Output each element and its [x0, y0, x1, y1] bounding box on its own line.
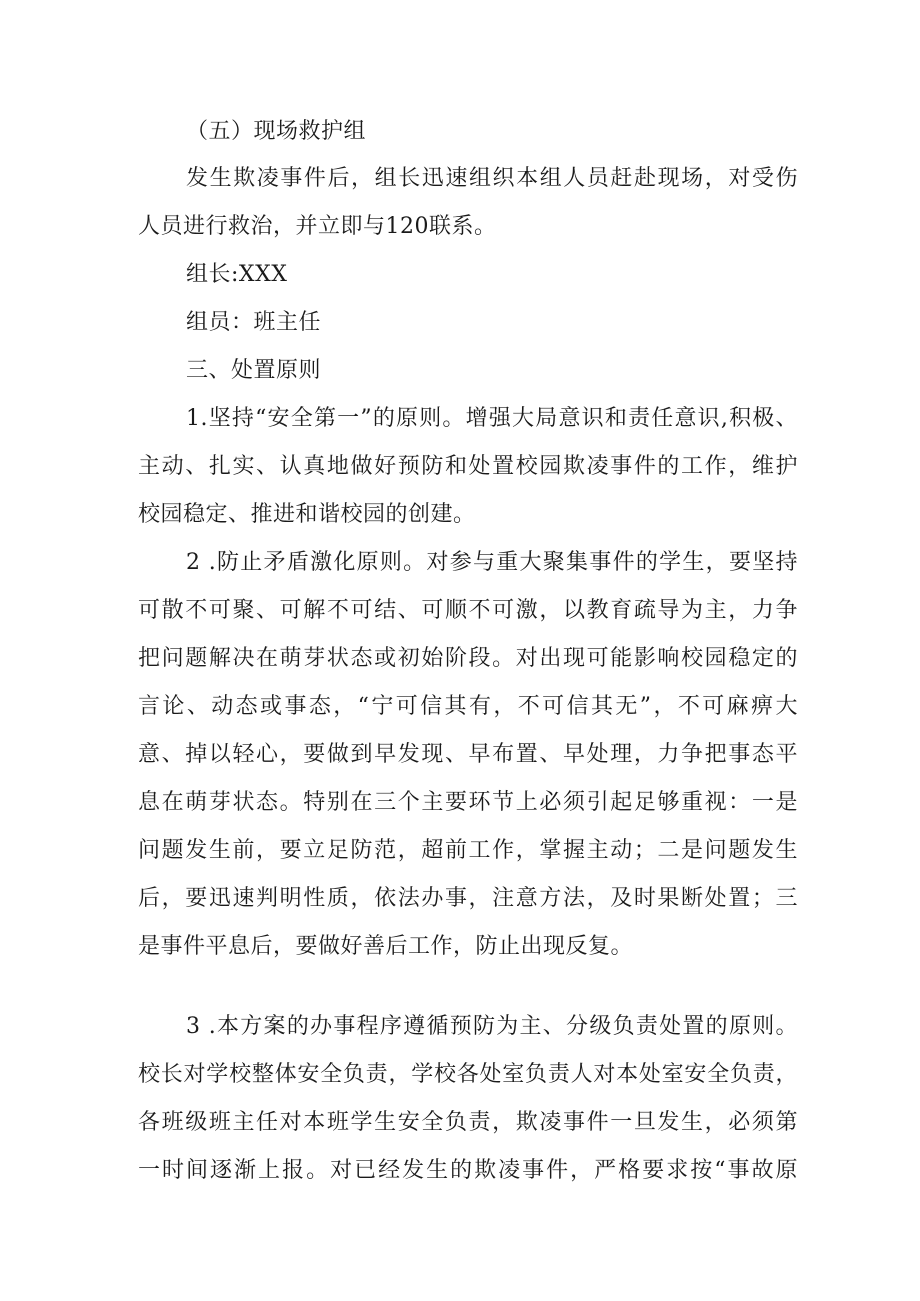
- group-leader-line: 组长:XXX: [186, 262, 288, 287]
- paragraph-line: 后，要迅速判明性质，依法办事，注意方法，及时果断处置；三: [138, 886, 798, 911]
- paragraph-line: 问题发生前，要立足防范，超前工作，掌握主动；二是问题发生: [138, 838, 798, 863]
- paragraph-line: 可散不可聚、可解不可结、可顺不可激，以教育疏导为主，力争: [138, 598, 798, 623]
- paragraph-line: 校长对学校整体安全负责，学校各处室负责人对本处室安全负责，: [138, 1062, 798, 1087]
- section-heading-rescue-group: （五）现场救护组: [186, 119, 367, 144]
- paragraph-line: 息在萌芽状态。特别在三个主要环节上必须引起足够重视：一是: [138, 790, 798, 815]
- paragraph-line: 2 .防止矛盾激化原则。对参与重大聚集事件的学生，要坚持: [186, 550, 798, 575]
- paragraph-line: 校园稳定、推进和谐校园的创建。: [138, 502, 476, 527]
- paragraph-line: 人员进行救治，并立即与120联系。: [138, 214, 497, 239]
- paragraph-line: 各班级班主任对本班学生安全负责，欺凌事件一旦发生，必须第: [138, 1110, 798, 1135]
- paragraph-line: 意、掉以轻心，要做到早发现、早布置、早处理，力争把事态平: [138, 742, 798, 767]
- paragraph-line: 一时间逐渐上报。对已经发生的欺凌事件，严格要求按“事故原: [138, 1158, 798, 1183]
- paragraph-line: 1.坚持“安全第一”的原则。增强大局意识和责任意识,积极、: [186, 406, 798, 431]
- section-heading-principles: 三、处置原则: [186, 358, 322, 383]
- paragraph-line: 把问题解决在萌芽状态或初始阶段。对出现可能影响校园稳定的: [138, 646, 798, 671]
- paragraph-line: 言论、动态或事态，“宁可信其有，不可信其无”，不可麻痹大: [138, 694, 798, 719]
- paragraph-line: 主动、扎实、认真地做好预防和处置校园欺凌事件的工作，维护: [138, 454, 798, 479]
- paragraph-line: 发生欺凌事件后，组长迅速组织本组人员赶赴现场，对受伤: [186, 166, 798, 191]
- paragraph-line: 3 .本方案的办事程序遵循预防为主、分级负责处置的原则。: [186, 1014, 798, 1039]
- group-member-line: 组员：班主任: [186, 310, 322, 335]
- paragraph-line: 是事件平息后，要做好善后工作，防止出现反复。: [138, 934, 634, 959]
